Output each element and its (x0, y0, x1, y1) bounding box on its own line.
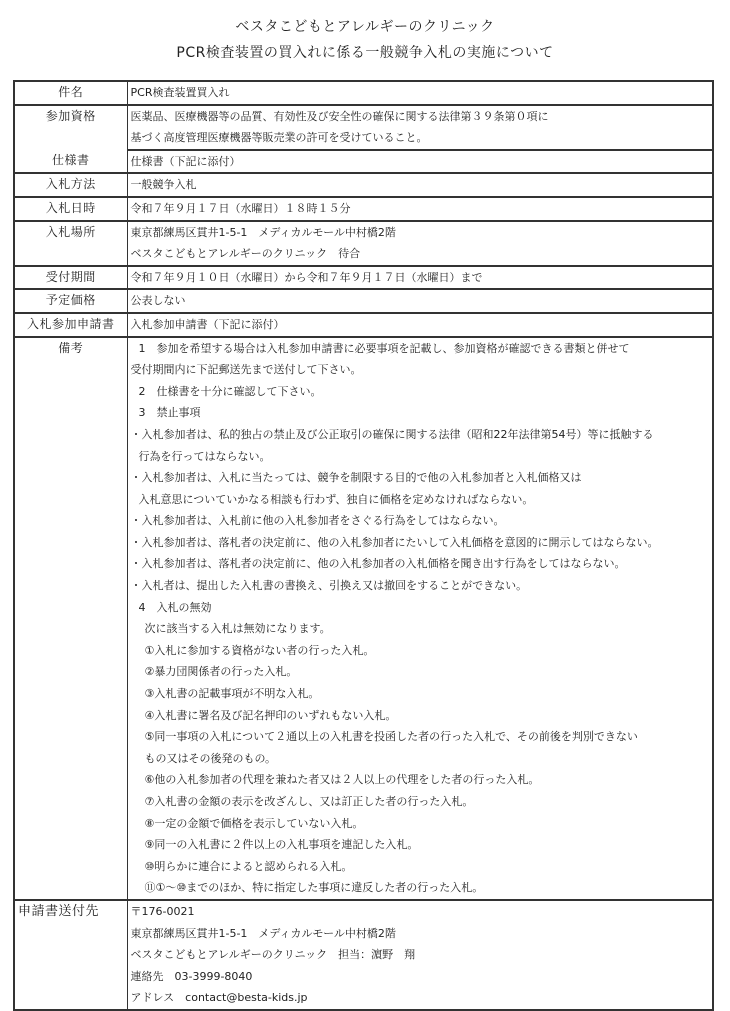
row-bid-method (14, 173, 713, 197)
value-item-name: PCR検査装置買入れ (127, 81, 713, 105)
value-send-to (127, 900, 713, 1010)
remarks-line: 3 禁止事項 (138, 406, 201, 420)
remarks-line: ⑨同一の入札書に２件以上の入札事項を連記した入札。 (144, 838, 419, 852)
remarks-line: 入札意思についていかなる相談も行わず、独自に価格を定めなければならない。 (138, 492, 534, 506)
row-application-form (14, 313, 713, 337)
value-application-form: 入札参加申請書（下記に添付） (127, 313, 713, 337)
postal-code: 〒176-0021 (130, 904, 195, 918)
label-bid-datetime: 入札日時 (14, 197, 127, 221)
remarks-line: ③入札書の記載事項が不明な入札。 (144, 687, 320, 701)
value-planned-price: 公表しない (127, 289, 713, 313)
remarks-line: ⑩明らかに連合によると認められる入札。 (144, 859, 353, 873)
remarks-line: ④入札書に署名及び記名押印のいずれもない入札。 (144, 708, 397, 722)
remarks-line: ・入札参加者は、入札前に他の入札参加者をさぐる行為をしてはならない。 (130, 514, 505, 528)
value-specification: 仕様書（下記に添付） (127, 150, 713, 174)
remarks-line: ・入札参加者は、落札者の決定前に、他の入札参加者にたいして入札価格を意図的に開示してはならない。 (130, 535, 659, 549)
phone-number: 連絡先 03-3999-8040 (130, 969, 253, 983)
value-qualification (127, 105, 713, 150)
value-reception-period: 令和７年９月１０日（水曜日）から令和７年９月１７日（水曜日）まで (127, 266, 713, 290)
contact-person: ベスタこどもとアレルギーのクリニック 担当：濵野 翔 (130, 948, 416, 962)
row-planned-price (14, 289, 713, 313)
remarks-line: ・入札参加者は、私的独占の禁止及び公正取引の確保に関する法律（昭和22年法律第54号）等に抵触する (130, 427, 654, 441)
remarks-line: もの又はその後発のもの。 (144, 751, 277, 765)
label-item-name: 件名 (14, 81, 127, 105)
page-title: PCR検査装置の買入れに係る一般競争入札の実施について (176, 45, 554, 61)
label-send-to: 申請書送付先 (14, 900, 127, 1010)
label-planned-price: 予定価格 (14, 289, 127, 313)
remarks-line: 行為を行ってはならない。 (138, 449, 271, 463)
qualification-line: 基づく高度管理医療機器等販売業の許可を受けていること。 (130, 131, 428, 145)
row-qualification (14, 105, 713, 150)
address-line: 東京都練馬区貫井1-5-1 メディカルモール中村橋2階 (130, 926, 396, 940)
remarks-line: 1 参加を希望する場合は入札参加申請書に必要事項を記載し、参加資格が確認できる書類と併せて (138, 341, 630, 355)
remarks-line: ⑤同一事項の入札について２通以上の入札書を投函した者の行った入札で、その前後を判別できない (144, 730, 638, 744)
label-specification: 仕様書 (14, 150, 127, 174)
row-bid-place (14, 221, 713, 266)
remarks-line: 受付期間内に下記郵送先まで送付して下さい。 (130, 363, 362, 377)
label-bid-method: 入札方法 (14, 173, 127, 197)
row-item-name (14, 81, 713, 105)
remarks-line: ⑦入札書の金額の表示を改ざんし、又は訂正した者の行った入札。 (144, 795, 474, 808)
bid-place-line: ベスタこどもとアレルギーのクリニック 待合 (130, 247, 361, 261)
row-reception-period (14, 266, 713, 290)
remarks-line: ・入札参加者は、落札者の決定前に、他の入札参加者の入札価格を聞き出す行為をしてはならない。 (130, 557, 626, 571)
bid-info-table (13, 80, 714, 1011)
remarks-line: ⑧一定の金額で価格を表示していない入札。 (144, 816, 364, 830)
row-specification (14, 150, 713, 174)
value-bid-datetime: 令和７年９月１７日（水曜日）１８時１５分 (127, 197, 713, 221)
label-remarks: 備考 (14, 337, 127, 900)
remarks-line: ・入札参加者は、入札に当たっては、競争を制限する目的で他の入札参加者と入札価格又は (130, 471, 582, 485)
value-remarks (127, 337, 713, 900)
label-bid-place: 入札場所 (14, 221, 127, 266)
row-remarks (14, 337, 713, 900)
value-bid-method: 一般競争入札 (127, 173, 713, 197)
label-reception-period: 受付期間 (14, 266, 127, 290)
remarks-line: ①入札に参加する資格がない者の行った入札。 (144, 643, 375, 657)
bid-place-line: 東京都練馬区貫井1-5-1 メディカルモール中村橋2階 (130, 225, 396, 239)
row-send-to (14, 900, 713, 1010)
label-qualification: 参加資格 (14, 105, 127, 150)
qualification-line: 医薬品、医療機器等の品質、有効性及び安全性の確保に関する法律第３９条第０項に (130, 109, 549, 123)
remarks-line: ・入札者は、提出した入札書の書換え、引換え又は撤回をすることができない。 (130, 579, 528, 593)
row-bid-datetime (14, 197, 713, 221)
email-address: アドレス contact@besta-kids.jp (130, 991, 308, 1005)
remarks-line: ⑪①～⑩までのほか、特に指定した事項に違反した者の行った入札。 (144, 881, 484, 895)
remarks-line: 4 入札の無効 (138, 600, 212, 614)
remarks-line: ②暴力団関係者の行った入札。 (144, 665, 298, 679)
value-bid-place (127, 221, 713, 266)
clinic-name: ベスタこどもとアレルギーのクリニック (235, 19, 495, 35)
remarks-line: 2 仕様書を十分に確認して下さい。 (138, 384, 322, 398)
remarks-line: ⑥他の入札参加者の代理を兼ねた者又は２人以上の代理をした者の行った入札。 (144, 773, 540, 787)
remarks-line: 次に該当する入札は無効になります。 (144, 622, 331, 636)
label-application-form: 入札参加申請書 (14, 313, 127, 337)
